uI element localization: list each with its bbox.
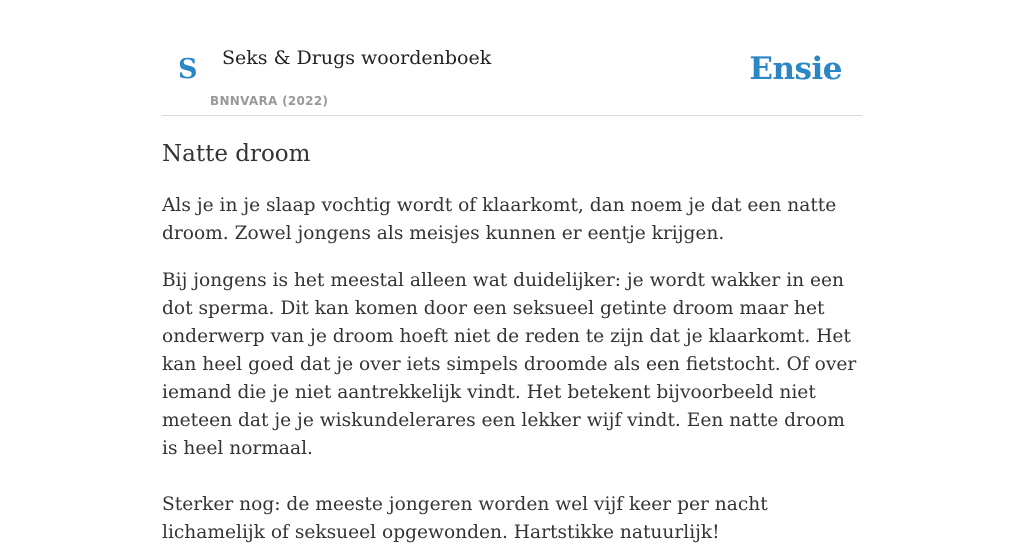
content-container — [162, 0, 862, 543]
brand-logo[interactable]: Ensie — [749, 51, 842, 87]
paragraph: Sterker nog: de meeste jongeren worden wel vijf keer per nacht lichamelijk of seksueel opgewonden. Hartstikke natuurlijk! — [162, 494, 768, 543]
entry-title: Natte droom — [162, 141, 311, 167]
paragraph: Bij jongens is het meestal alleen wat duidelijker: je wordt wakker in een dot sperma. Dit kan komen door een seksueel getinte droom maar het onderwerp van je droom hoeft niet de reden te zijn dat je klaarkomt. Het kan heel goed dat je over iets simpels droomde als een fietstocht. Of over iemand die je niet aantrekkelijk vindt. Het betekent bijvoorbeeld niet meteen dat je je wiskundelerares een lekker wijf vindt. Een natte droom is heel normaal. — [162, 270, 857, 459]
entry-body — [162, 192, 862, 547]
source-header — [162, 0, 862, 116]
paragraph: Als je in je slaap vochtig wordt of klaarkomt, dan noem je dat een natte droom. Zowel jongens als meisjes kunnen er eentje krijgen. — [162, 195, 837, 244]
source-logo[interactable]: S — [178, 54, 198, 85]
source-title[interactable]: Seks & Drugs woordenboek — [222, 47, 492, 69]
source-publisher: BNNVARA (2022) — [210, 94, 329, 108]
